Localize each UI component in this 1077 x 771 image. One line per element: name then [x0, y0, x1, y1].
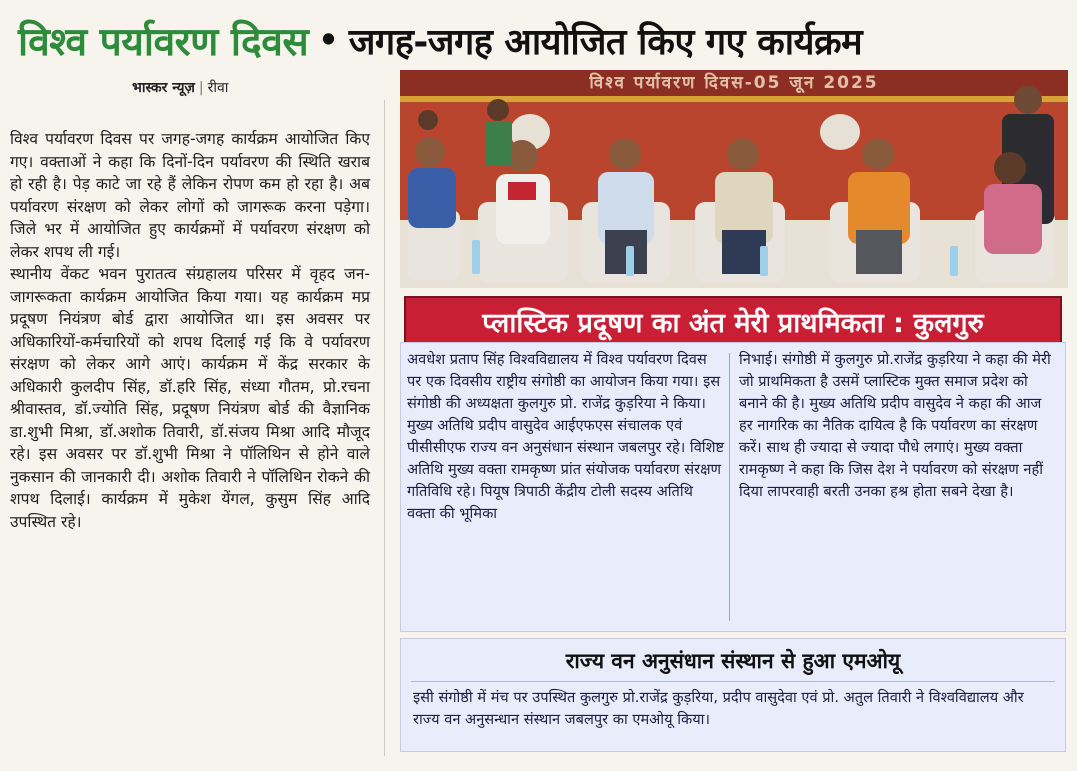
headline-green-part: विश्व पर्यावरण दिवस	[18, 19, 309, 65]
sub-story-divider	[729, 353, 730, 621]
byline-separator: |	[198, 80, 204, 96]
left-paragraph-2: स्थानीय वेंकट भवन पुरातत्व संग्रहालय परिसर में वृहद जन-जागरूकता कार्यक्रम आयोजित किया गया। यह कार्यक्रम मप्र प्रदूषण नियंत्रण बोर्ड द्वारा आयोजित था। इस अवसर पर अधिकारियों-कर्मचारियों को शपथ दिलाई गई कि वे पर्यावरण संरक्षण को लेकर आगे आएं। कार्यक्रम में केंद्र सरकार के अधिकारी कुलदीप सिंह, डॉ.हरि सिंह, संध्या गौतम, प्रो.रचना श्रीवास्तव, डॉ.ज्योति सिंह, प्रदूषण नियंत्रण बोर्ड की वैज्ञानिक डा.शुभी मिश्रा, डॉ.अशोक तिवारी, डॉ.संजय मिश्रा आदि मौजूद रहे। इस अवसर पर डॉ.शुभी मिश्रा ने पॉलिथिन से होने वाले नुकसान की जानकारी दी। अशोक तिवारी ने पॉलिथिन रोकने की शपथ दिलाई। कार्यक्रम में मुकेश येंगल, कुसुम सिंह आदि उपस्थित रहे।	[10, 265, 370, 531]
mou-box	[400, 638, 1066, 752]
event-photo-illustration	[400, 70, 1068, 288]
headline-black-part: जगह-जगह आयोजित किए गए कार्यक्रम	[348, 21, 863, 63]
sub-story-box	[400, 342, 1066, 632]
main-headline	[18, 12, 1063, 68]
mou-headline: राज्य वन अनुसंधान संस्थान से हुआ एमओयू	[565, 649, 901, 673]
mou-text: इसी संगोष्ठी में मंच पर उपस्थित कुलगुरु प्रो.राजेंद्र कुड़रिया, प्रदीप वासुदेवा एवं प्रो. अतुल तिवारी ने विश्वविद्यालय और राज्य वन अनुसन्धान संस्थान जबलपुर का एमओयू किया।	[413, 689, 1024, 728]
event-photo	[400, 70, 1068, 288]
photo-banner-text: विश्व पर्यावरण दिवस-05 जून 2025	[589, 73, 879, 93]
sub-story-headline: प्लास्टिक प्रदूषण का अंत मेरी प्राथमिकता : कुलगुरु	[404, 296, 1062, 346]
sub-story-column-2: निभाई। संगोष्ठी में कुलगुरु प्रो.राजेंद्र कुड़रिया ने कहा की मेरी जो प्राथमिकता है उसमें प्लास्टिक मुक्त समाज प्रदेश को बनाने की है। मुख्य अतिथि प्रदीप वासुदेव ने कहा की आज हर नागरिक का नैतिक दायित्व है कि पर्यावरण का संरक्षण करें। साथ ही ज्यादा से ज्यादा पौधे लगाएं। मुख्य वक्ता रामकृष्ण ने कहा कि जिस देश ने पर्यावरण को संरक्षण नहीं दिया लापरवाही बरती उनका हश्र होता सबने देखा है।	[739, 351, 1051, 500]
sub-story-column-1: अवधेश प्रताप सिंह विश्वविद्यालय में विश्व पर्यावरण दिवस पर एक दिवसीय राष्ट्रीय संगोष्ठी का आयोजन किया गया। इस संगोष्ठी की अध्यक्षता कुलगुरु प्रो. राजेंद्र कुड़रिया ने किया। मुख्य अतिथि प्रदीप वासुदेव आईएफएस संचालक एवं पीसीसीएफ राज्य वन अनुसंधान संस्थान जबलपुर रहे। विशिष्ट अतिथि मुख्य वक्ता रामकृष्ण प्रांत संयोजक पर्यावरण संरक्षण गतिविधि रहे। पियूष त्रिपाठी केंद्रीय टोली सदस्य अतिथि वक्ता की भूमिका	[407, 351, 725, 522]
left-paragraph-1: विश्व पर्यावरण दिवस पर जगह-जगह कार्यक्रम आयोजित किए गए। वक्ताओं ने कहा कि दिनों-दिन पर्यावरण की स्थिति खराब हो रही है। पेड़ काटे जा रहे हैं लेकिन रोपण कम हो रहा है। अब पर्यावरण संरक्षण को लेकर लोगों को जागरूक करना पड़ेगा। जिले भर में आयोजित हुए कार्यक्रमों में पर्यावरण संरक्षण को लेकर शपथ ली गई।	[10, 130, 370, 261]
left-article-column	[10, 128, 370, 533]
headline-bullet: •	[318, 21, 339, 59]
column-divider	[384, 100, 385, 756]
mou-rule	[411, 681, 1055, 682]
byline	[132, 78, 228, 97]
byline-source: भास्कर न्यूज़	[132, 80, 195, 96]
byline-place: रीवा	[207, 80, 229, 96]
